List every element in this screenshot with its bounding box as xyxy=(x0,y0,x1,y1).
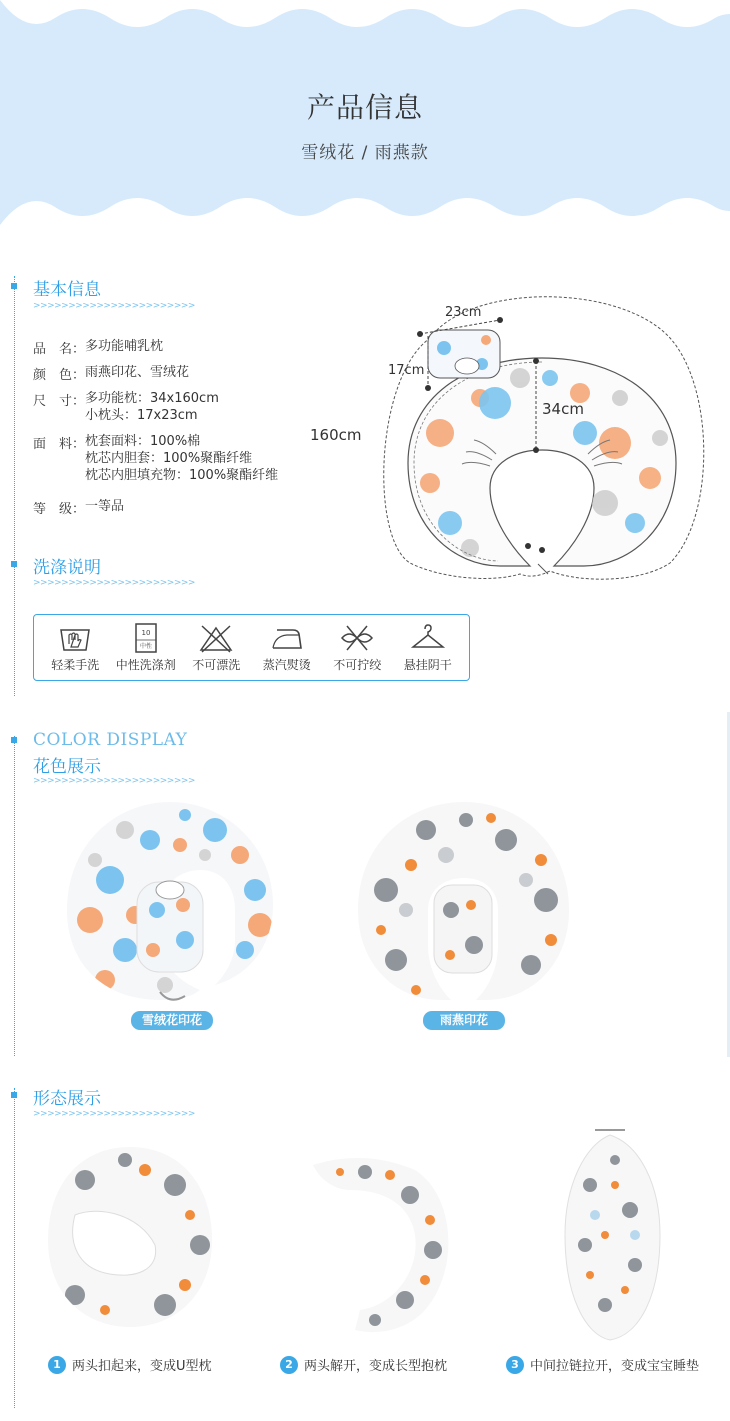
info-key: 等 级： xyxy=(33,502,86,517)
dimension-label-length: 160cm xyxy=(310,426,362,444)
washing-label: 不可漂洗 xyxy=(192,658,241,672)
hand-wash-icon xyxy=(57,622,93,654)
info-value: 一等品 xyxy=(85,499,125,514)
washing-item xyxy=(253,622,321,673)
hang-dry-icon xyxy=(410,622,446,654)
section-title-en: COLOR DISPLAY xyxy=(33,730,188,750)
section-timeline-line xyxy=(14,276,15,696)
section-chevron-divider: >>>>>>>>>>>>>>>>>>>>>>> xyxy=(33,578,195,588)
section-chevron-divider: >>>>>>>>>>>>>>>>>>>>>>> xyxy=(33,301,195,311)
info-row-name xyxy=(33,338,163,357)
washing-label: 轻柔手洗 xyxy=(51,658,100,672)
long-pillow-image xyxy=(305,1150,460,1335)
section-chevron-divider: >>>>>>>>>>>>>>>>>>>>>>> xyxy=(33,1109,195,1119)
washing-instructions-panel xyxy=(33,614,470,681)
step-text: 两头解开，变成长型抱枕 xyxy=(304,1359,448,1374)
step-number-badge: 2 xyxy=(280,1356,298,1374)
baby-mat-image xyxy=(555,1125,670,1345)
section-marker xyxy=(11,283,17,289)
color-option-label: 雪绒花印花 xyxy=(131,1011,213,1030)
form-step xyxy=(506,1355,699,1374)
section-title-basic-info: 基本信息 xyxy=(33,280,101,300)
info-value: 雨燕印花、雪绒花 xyxy=(85,365,190,380)
washing-item xyxy=(323,622,391,673)
form-step xyxy=(48,1355,212,1374)
section-marker xyxy=(11,1092,17,1098)
washing-label: 悬挂阴干 xyxy=(403,658,452,672)
dimension-label-height-small: 17cm xyxy=(388,363,425,378)
washing-item xyxy=(112,622,180,673)
detergent-badge-temp: 10 xyxy=(141,629,151,637)
section-timeline-line xyxy=(14,736,15,1056)
section-chevron-divider: >>>>>>>>>>>>>>>>>>>>>>> xyxy=(33,776,195,786)
washing-label: 蒸汽熨烫 xyxy=(262,658,311,672)
info-key: 面 料： xyxy=(33,437,86,452)
step-text: 中间拉链拉开，变成宝宝睡垫 xyxy=(530,1359,700,1374)
color-option-label: 雨燕印花 xyxy=(423,1011,505,1030)
form-step xyxy=(280,1355,447,1374)
washing-item xyxy=(41,622,109,673)
section-title-color-display: 花色展示 xyxy=(33,757,101,777)
section-title-form-display: 形态展示 xyxy=(33,1089,101,1109)
info-value: 小枕头：17x23cm xyxy=(85,408,198,423)
info-key: 尺 寸： xyxy=(33,394,86,409)
washing-item xyxy=(394,622,462,673)
no-bleach-icon xyxy=(198,622,234,654)
page-title: 产品信息 xyxy=(306,91,423,124)
washing-label: 不可拧绞 xyxy=(333,658,382,672)
info-value: 多功能哺乳枕 xyxy=(85,339,164,354)
dimension-label-depth: 34cm xyxy=(542,400,584,418)
dimension-label-width-small: 23cm xyxy=(445,305,482,320)
step-number-badge: 3 xyxy=(506,1356,524,1374)
info-row-grade xyxy=(33,498,124,517)
step-text: 两头扣起来，变成U型枕 xyxy=(72,1359,212,1374)
swallow-print-pillow-image xyxy=(356,800,571,1010)
info-value: 枕芯内胆填充物：100%聚酯纤维 xyxy=(85,468,279,483)
no-wring-icon xyxy=(339,622,375,654)
info-row-fabric xyxy=(33,433,278,484)
info-value: 枕芯内胆套：100%聚酯纤维 xyxy=(85,451,253,466)
section-title-washing: 洗涤说明 xyxy=(33,558,101,578)
info-key: 颜 色： xyxy=(33,368,86,383)
info-key: 品 名： xyxy=(33,342,86,357)
pillow-dimension-diagram xyxy=(370,278,715,583)
section-marker xyxy=(11,561,17,567)
neutral-detergent-icon xyxy=(128,622,164,654)
info-row-color xyxy=(33,364,189,383)
section-timeline-line xyxy=(14,1088,15,1408)
info-value: 多功能枕：34x160cm xyxy=(85,391,219,406)
washing-item xyxy=(182,622,250,673)
steam-iron-icon xyxy=(269,622,305,654)
snowflake-print-pillow-image xyxy=(65,800,275,1010)
washing-label: 中性洗涤剂 xyxy=(115,658,176,672)
step-number-badge: 1 xyxy=(48,1356,66,1374)
u-shape-pillow-image xyxy=(45,1145,215,1330)
detergent-badge-label: 中性 xyxy=(139,643,152,650)
info-row-size xyxy=(33,390,219,424)
page-subtitle: 雪绒花 / 雨燕款 xyxy=(301,143,429,163)
info-value: 枕套面料：100%棉 xyxy=(85,434,201,449)
section-marker xyxy=(11,737,17,743)
